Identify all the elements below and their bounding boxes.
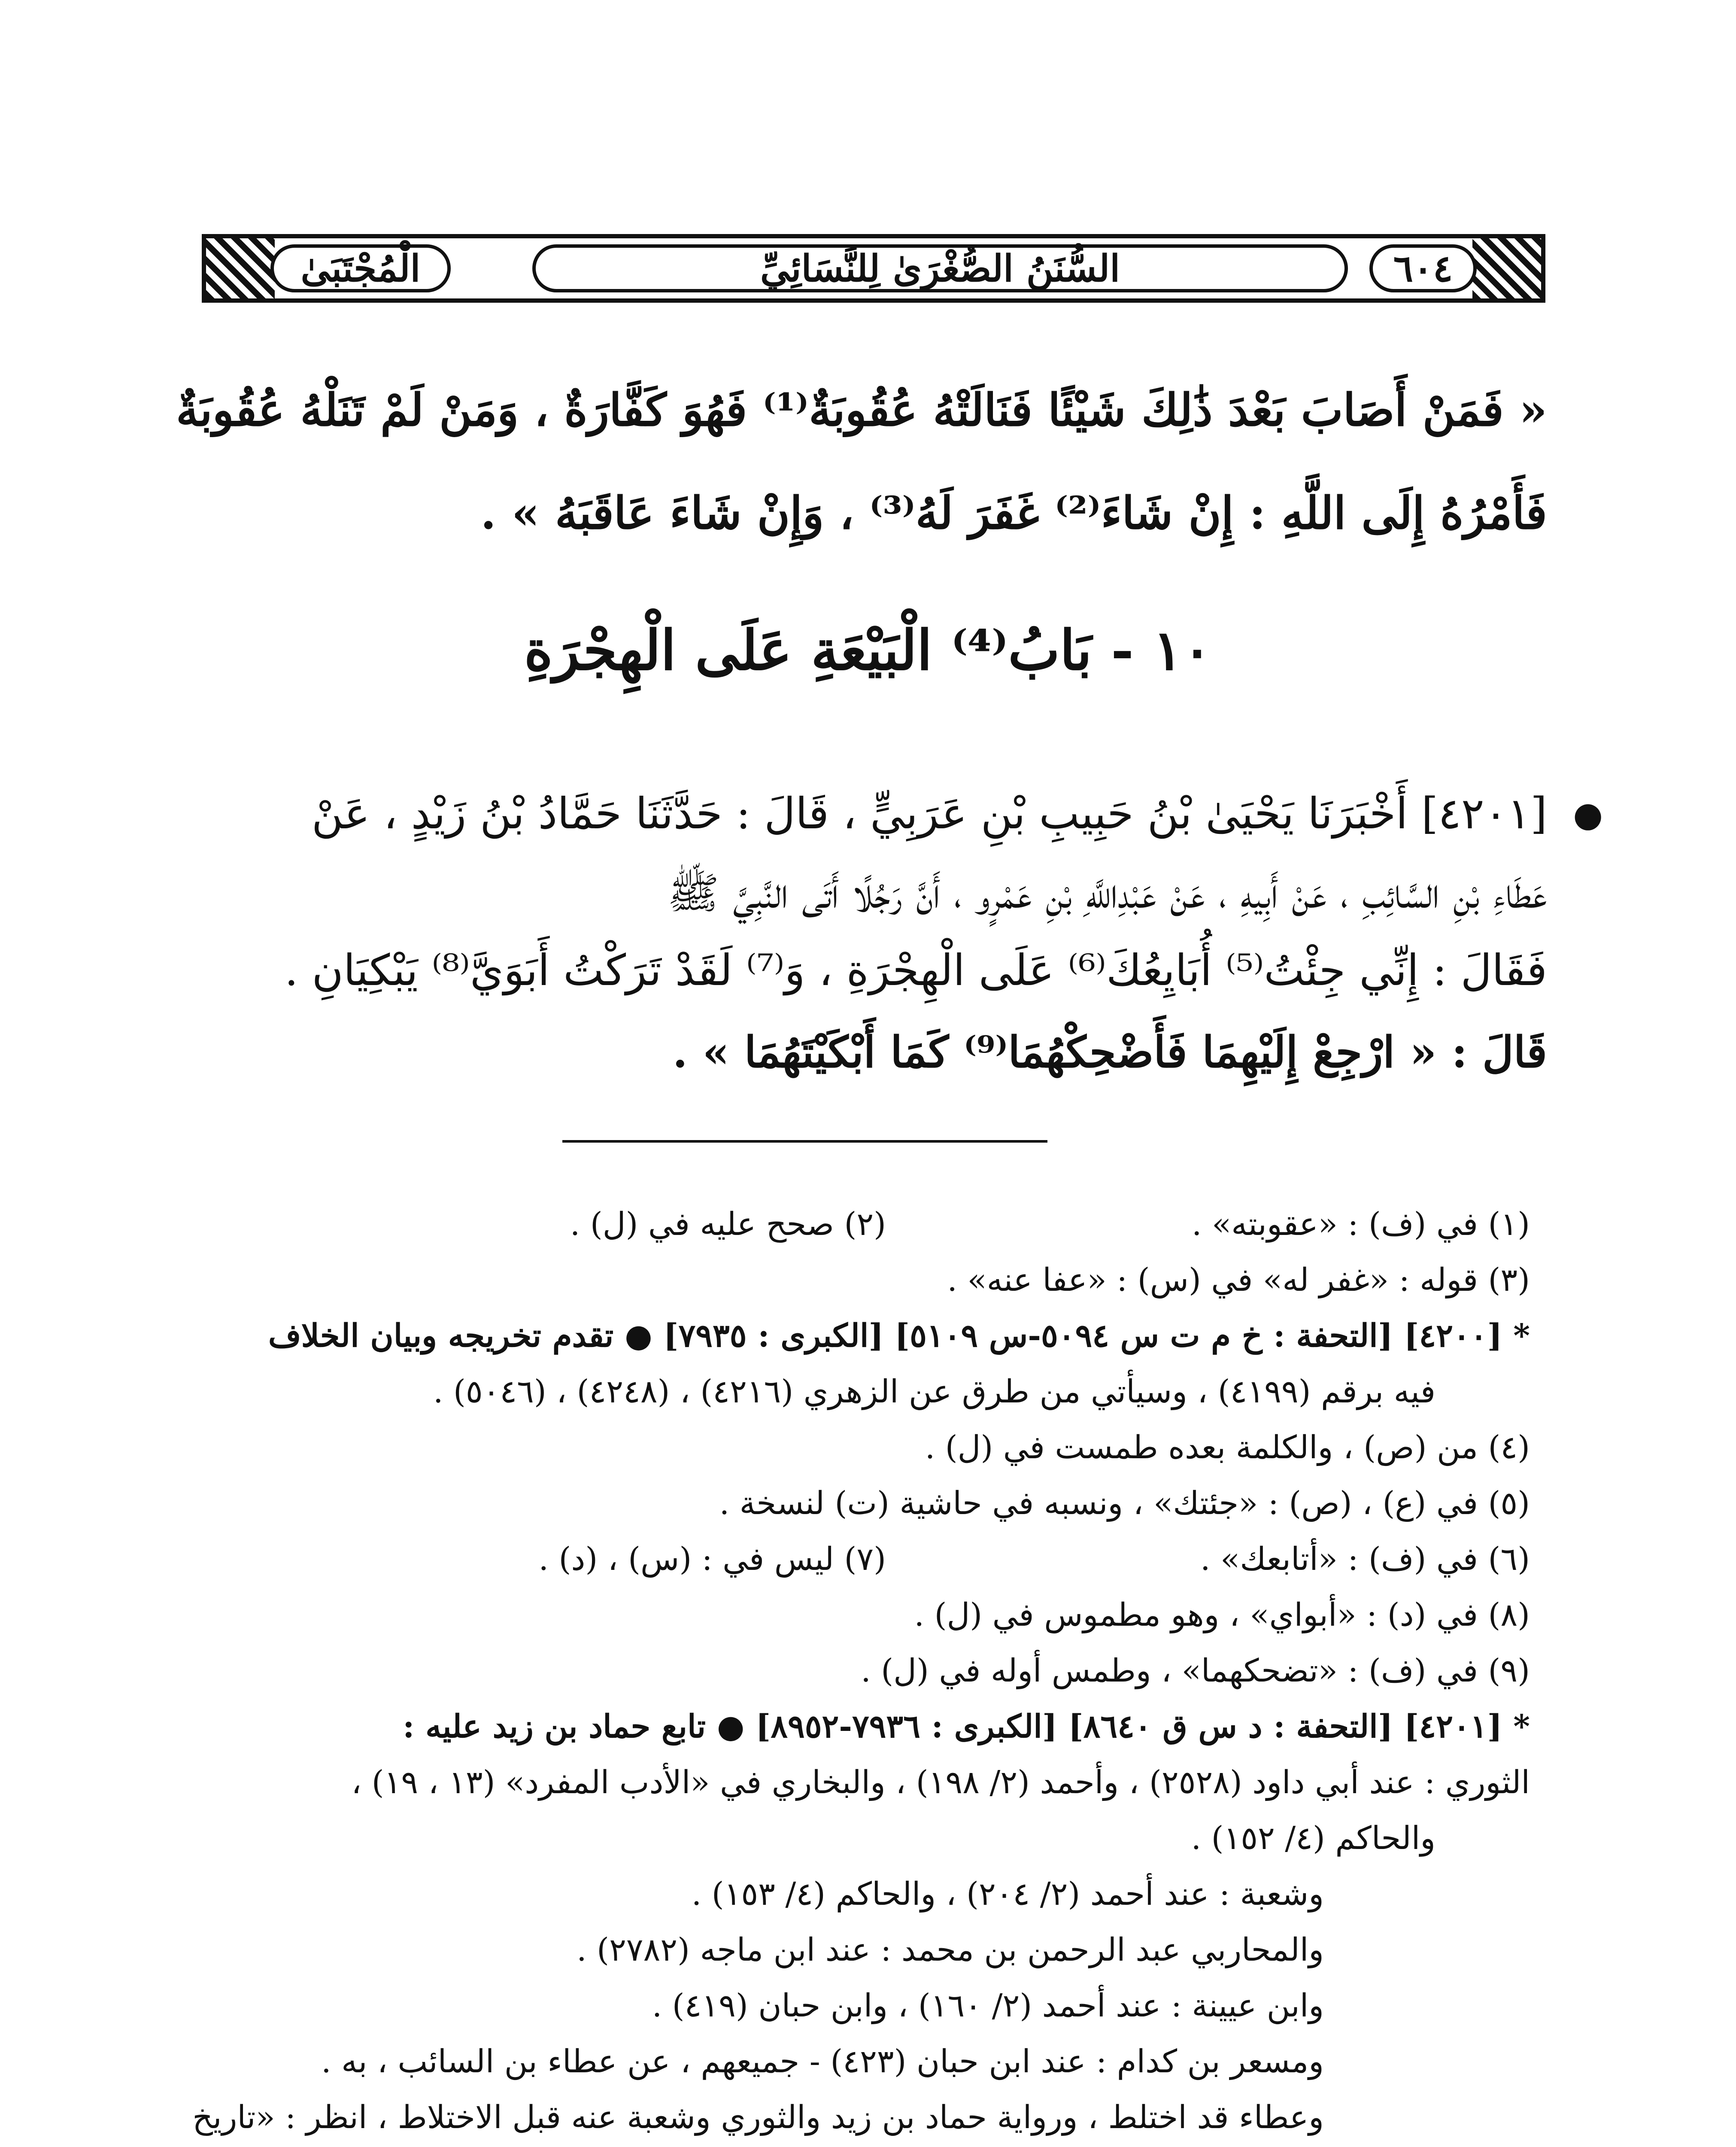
footnote-separator xyxy=(562,1140,1047,1143)
takhrij-4201-line-2: الثوري : عند أبي داود (٢٥٢٨) ، وأحمد (٢/ ١٩٨) ، والبخاري في «الأدب المفرد» (١٣ ، ١٩) ، xyxy=(351,1764,1530,1801)
takhrij-4201-line-5: والمحاربي عبد الرحمن بن محمد : عند ابن ماجه (٢٧٨٢) . xyxy=(577,1931,1324,1968)
matn-line-2: فَأَمْرُهُ إِلَى اللَّهِ : إِنْ شَاءَ⁽²⁾ غَفَرَ لَهُ⁽³⁾ ، وَإِنْ شَاءَ عَاقَبَهُ » . xyxy=(480,487,1547,539)
footnote-3: (٣) قوله : «غفر له» في (س) : «عفا عنه» . xyxy=(947,1262,1530,1299)
footnote-7: (٧) ليس في : (س) ، (د) . xyxy=(538,1541,886,1578)
footnote-1: (١) في (ف) : «عقوبته» . xyxy=(1191,1206,1530,1243)
takhrij-4201-line-3: والحاكم (٤/ ١٥٢) . xyxy=(1191,1820,1436,1857)
subtitle-cartouche xyxy=(270,244,451,292)
book-title-cartouche xyxy=(532,244,1348,292)
footnote-4: (٤) من (ص) ، والكلمة بعده طمست في (ل) . xyxy=(925,1429,1530,1466)
hadith-line-3: فَقَالَ : إِنِّي جِئْتُ⁽⁵⁾ أُبَايِعُكَ⁽⁶⁾ عَلَى الْهِجْرَةِ ، وَ⁽⁷⁾ لَقَدْ تَرَكْتُ أَبَوَيَّ⁽⁸⁾ يَبْكِيَانِ . xyxy=(284,945,1547,995)
takhrij-4201-line-1: * [٤٢٠١] [التحفة : د س ق ٨٦٤٠] [الكبرى : ٧٩٣٦-٨٩٥٢] ● تابع حماد بن زيد عليه : xyxy=(403,1708,1530,1745)
hadith-line-1: [٤٢٠١] أَخْبَرَنَا يَحْيَىٰ بْنُ حَبِيبِ بْنِ عَرَبِيٍّ ، قَالَ : حَدَّثَنَا حَمَّادُ بْنُ زَيْدٍ ، عَنْ xyxy=(311,788,1547,839)
takhrij-4201-line-4: وشعبة : عند أحمد (٢/ ٢٠٤) ، والحاكم (٤/ ١٥٣) . xyxy=(691,1876,1324,1913)
hadith-bullet: ● xyxy=(1573,794,1603,834)
page-number: ٦٠٤ xyxy=(1393,246,1453,290)
footnote-9: (٩) في (ف) : «تضحكهما» ، وطمس أوله في (ل) . xyxy=(861,1652,1530,1689)
takhrij-4200-line-1: * [٤٢٠٠] [التحفة : خ م ت س ٥٠٩٤-س ٥١٠٩] [الكبرى : ٧٩٣٥] ● تقدم تخريجه وبيان الخلاف xyxy=(268,1317,1530,1354)
header-ornament-left xyxy=(206,238,275,298)
footnote-8: (٨) في (د) : «أبواي» ، وهو مطموس في (ل) . xyxy=(914,1597,1530,1633)
takhrij-4201-line-6: وابن عيينة : عند أحمد (٢/ ١٦٠) ، وابن حبان (٤١٩) . xyxy=(652,1987,1324,2024)
hadith-line-4: قَالَ : « ارْجِعْ إِلَيْهِمَا فَأَضْحِكْهُمَا⁽⁹⁾ كَمَا أَبْكَيْتَهُمَا » . xyxy=(672,1027,1547,1077)
page-number-cartouche xyxy=(1369,244,1477,292)
matn-line-1: « فَمَنْ أَصَابَ بَعْدَ ذَٰلِكَ شَيْئًا فَنَالَتْهُ عُقُوبَةٌ⁽¹⁾ فَهُوَ كَفَّارَةٌ ، وَمَنْ لَمْ تَنَلْهُ عُقُوبَةٌ xyxy=(176,383,1547,436)
takhrij-4200-line-2: فيه برقم (٤١٩٩) ، وسيأتي من طرق عن الزهري (٤٢١٦) ، (٤٢٤٨) ، (٥٠٤٦) . xyxy=(433,1373,1436,1410)
book-title: السُّنَنُ الصُّغْرَىٰ لِلنَّسَائِيِّ xyxy=(760,246,1120,290)
takhrij-4201-line-8: وعطاء قد اختلط ، ورواية حماد بن زيد والثوري وشعبة عنه قبل الاختلاط ، انظر : «تاريخ xyxy=(192,2099,1324,2136)
page-header xyxy=(202,234,1545,303)
book-subtitle: الْمُجْتَبَىٰ xyxy=(300,246,421,290)
footnote-2: (٢) صحح عليه في (ل) . xyxy=(570,1206,886,1243)
footnote-6: (٦) في (ف) : «أتابعك» . xyxy=(1200,1541,1530,1578)
takhrij-4201-line-7: ومسعر بن كدام : عند ابن حبان (٤٢٣) - جميعهم ، عن عطاء بن السائب ، به . xyxy=(321,2043,1324,2080)
footnote-5: (٥) في (ع) ، (ص) : «جئتك» ، ونسبه في حاشية (ت) لنسخة . xyxy=(719,1485,1530,1522)
chapter-heading: ١٠ - بَابُ⁽⁴⁾ الْبَيْعَةِ عَلَى الْهِجْرَةِ xyxy=(524,618,1212,683)
hadith-line-2: عَطَاءِ بْنِ السَّائِبِ ، عَنْ أَبِيهِ ، عَنْ عَبْدِاللَّهِ بْنِ عَمْرٍو ، أَنَّ رَجُلًا أَتَى النَّبِيَّ ﷺ xyxy=(667,868,1547,918)
header-ornament-right xyxy=(1472,238,1541,298)
